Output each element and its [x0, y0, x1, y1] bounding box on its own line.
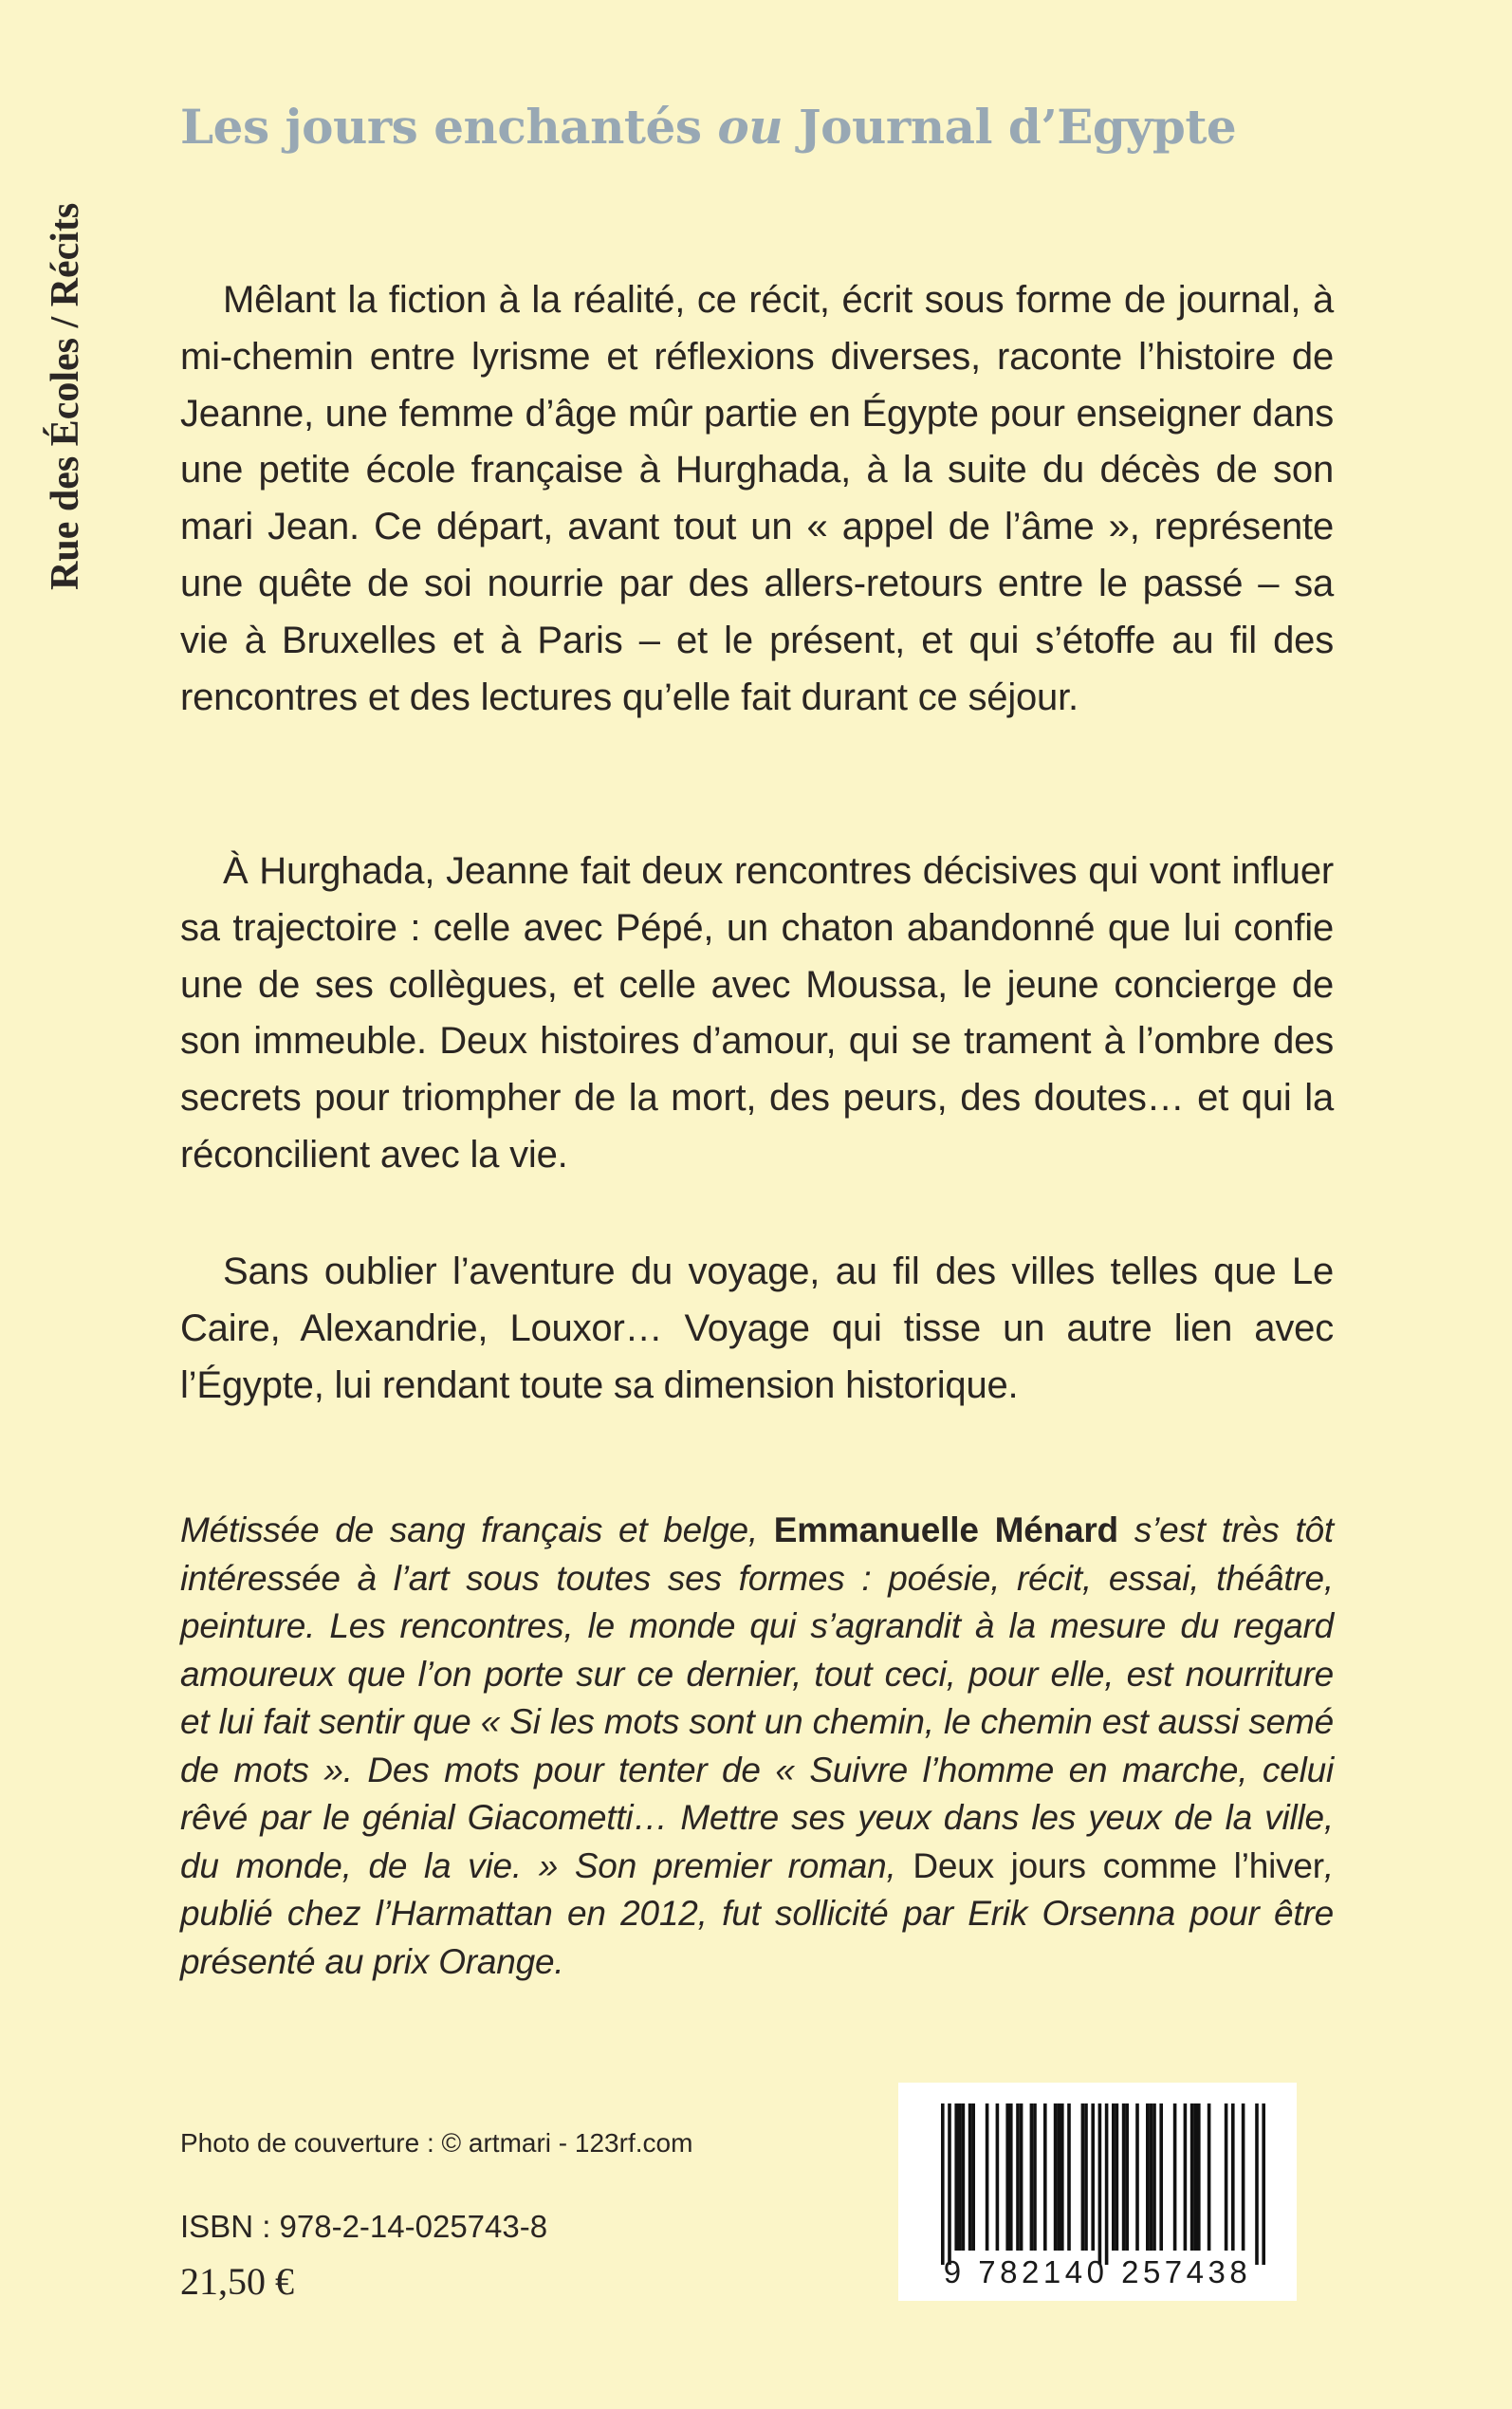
barcode-bar [1122, 2103, 1126, 2251]
barcode-digits: 9 782140 257438 [943, 2254, 1252, 2289]
barcode-bar [1242, 2103, 1245, 2251]
barcode-bar [996, 2103, 1000, 2251]
bio-book-title: Deux jours comme l’hiver [913, 1845, 1324, 1885]
barcode-bar [1033, 2103, 1037, 2251]
barcode-bar [1057, 2103, 1060, 2251]
barcode-bar [1262, 2103, 1265, 2265]
bio-middle: s’est très tôt intéressée à l’art sous toutes ses formes : poésie, récit, essai, théâtre, peinture. Les rencontres, le monde qui s’agrandit à la mesure du regard amoureux que l’on porte sur ce dernier, tout ceci, pour elle, est nourriture et lui fait sentir que « Si les mots sont un chemin, le chemin est aussi semé de mots ». Des mots pour tenter de « Suivre l’homme en marche, celui rêvé par le génial Giacometti… Mettre ses yeux dans les yeux de la ville, du monde, de la vie. » Son premier roman, [180, 1510, 1334, 1885]
collection-name: Rue des Écoles / Récits [44, 202, 87, 590]
barcode-bar [1054, 2103, 1058, 2251]
isbn: ISBN : 978-2-14-025743-8 [180, 2209, 548, 2244]
barcode-bar [1225, 2103, 1228, 2251]
barcode-bar [986, 2103, 989, 2251]
barcode-bar [1125, 2103, 1129, 2251]
barcode-bar [1231, 2103, 1235, 2251]
summary-paragraph-2: À Hurghada, Jeanne fait deux rencontres décisives qui vont influer sa trajectoire : celle avec Pépé, un chaton abandonné que lui confie une de ses collègues, et celle avec Moussa, le jeune concierge de son immeuble. Deux histoires d’amour, qui se trament à l’ombre des secrets pour triompher de la mort, des peurs, des doutes… et qui la réconcilient avec la vie. [180, 850, 1334, 1176]
bio-intro: Métissée de sang français et belge, [180, 1510, 774, 1549]
barcode-bar [1197, 2103, 1201, 2251]
barcode-bar [1116, 2103, 1119, 2251]
barcode-bar [1159, 2103, 1163, 2251]
barcode-bar [1016, 2103, 1020, 2251]
summary-paragraph-1: Mêlant la fiction à la réalité, ce récit, écrit sous forme de journal, à mi-chemin entre lyrisme et réflexions diverses, raconte l’histoire de Jeanne, une femme d’âge mûr partie en Égypte pour enseigner dans une petite école française à Hurghada, à la suite du décès de son mari Jean. Ce départ, avant tout un « appel de l’âme », représente une quête de soi nourrie par des allers-retours entre le passé – sa vie à Bruxelles et à Paris – et le présent, et qui s’étoffe au fil des rencontres et des lectures qu’elle fait durant ce séjour. [180, 279, 1334, 718]
author-name: Emmanuelle Ménard [773, 1510, 1118, 1549]
barcode-bar [958, 2103, 962, 2251]
book-title [180, 99, 1413, 155]
barcode-bar [1173, 2103, 1177, 2251]
barcode-bar [954, 2103, 958, 2251]
barcode-bar [1208, 2103, 1211, 2251]
spine-collection-label [19, 104, 104, 598]
barcode-bar [1184, 2103, 1188, 2251]
barcode-bar [1091, 2103, 1095, 2251]
barcode-bar [968, 2103, 972, 2251]
barcode-bar [1135, 2103, 1139, 2251]
title-part1: Les jours enchantés [180, 99, 718, 155]
photo-credit: Photo de couverture : © artmari - 123rf.com [180, 2128, 693, 2158]
barcode-bar [1152, 2103, 1156, 2251]
barcode-bar [1190, 2103, 1194, 2251]
barcode-bar [1030, 2103, 1034, 2251]
barcode-bar [1193, 2103, 1197, 2251]
barcode-bar [1067, 2103, 1071, 2251]
author-bio [180, 1507, 1334, 1986]
summary-paragraph-3: Sans oublier l’aventure du voyage, au fil des villes telles que Le Caire, Alexandrie, Louxor… Voyage qui tisse un autre lien avec l’Égypte, lui rendant toute sa dimension historique. [180, 1251, 1334, 1406]
title-connector: ou [717, 99, 784, 155]
barcode-bar [1043, 2103, 1047, 2251]
barcode-bar [1005, 2103, 1009, 2251]
bio-end: , publié chez l’Harmattan en 2012, fut sollicité par Erik Orsenna pour être présenté au prix Orange. [180, 1845, 1335, 1981]
price: 21,50 € [180, 2260, 294, 2303]
barcode-bar [1060, 2103, 1064, 2251]
barcode-bar [948, 2103, 951, 2265]
barcode-bar [1098, 2103, 1102, 2265]
barcode-bar [971, 2103, 975, 2251]
barcode [898, 2083, 1297, 2301]
barcode-bar [1255, 2103, 1259, 2265]
barcode-bar [1112, 2103, 1116, 2251]
title-part2: Journal d’Egypte [783, 99, 1237, 155]
barcode-bar [1084, 2103, 1088, 2251]
barcode-bar [1146, 2103, 1150, 2251]
barcode-bar [941, 2103, 945, 2265]
barcode-bar [1009, 2103, 1013, 2251]
barcode-bar [1081, 2103, 1085, 2251]
barcode-bar [1105, 2103, 1109, 2265]
barcode-bar [1150, 2103, 1153, 2251]
barcode-bar [1020, 2103, 1023, 2251]
barcode-bar [962, 2103, 966, 2251]
